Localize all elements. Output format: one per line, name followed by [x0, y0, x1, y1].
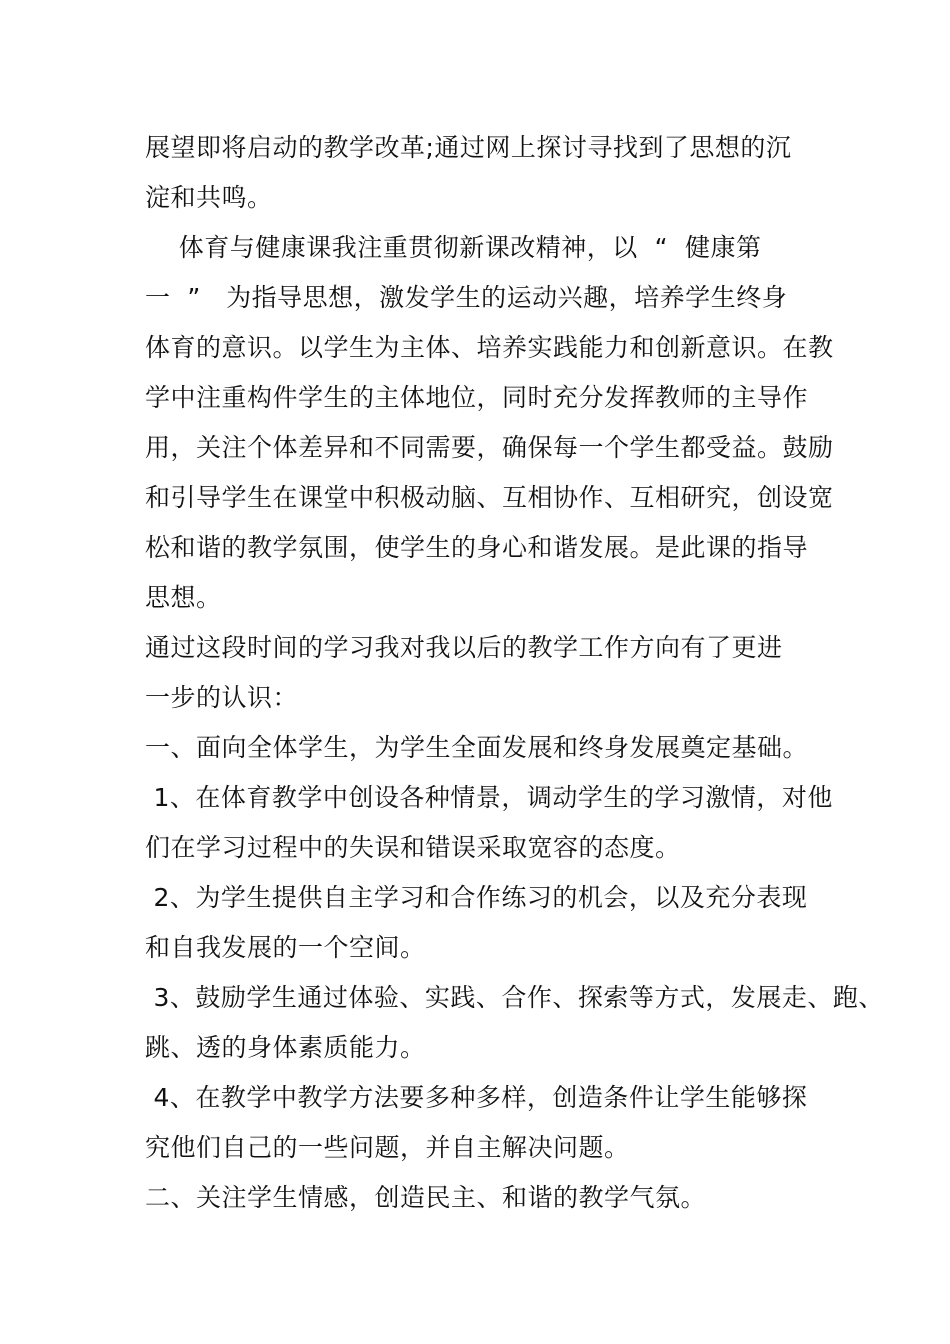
- text-line: 淀和共鸣。: [145, 183, 273, 212]
- text-line: 思想。: [145, 583, 222, 612]
- text-line: 1、在体育教学中创设各种情景，调动学生的学习激情，对他: [145, 783, 833, 812]
- text-line: 跳、透的身体素质能力。: [145, 1033, 426, 1062]
- text-line: 和自我发展的一个空间。: [145, 933, 426, 962]
- text-line: 一步的认识：: [145, 683, 299, 712]
- text-line: 3、鼓励学生通过体验、实践、合作、探索等方式，发展走、跑、: [145, 983, 884, 1012]
- text-line: 体育与健康课我注重贯彻新课改精神，以 “ 健康第: [145, 233, 762, 262]
- text-line: 松和谐的教学氛围，使学生的身心和谐发展。是此课的指导: [145, 533, 809, 562]
- text-line: 4、在教学中教学方法要多种多样，创造条件让学生能够探: [145, 1083, 808, 1112]
- text-line: 二、关注学生情感，创造民主、和谐的教学气氛。: [145, 1183, 707, 1212]
- text-line: 们在学习过程中的失误和错误采取宽容的态度。: [145, 833, 681, 862]
- text-line: 体育的意识。以学生为主体、培养实践能力和创新意识。在教: [145, 333, 834, 362]
- text-line: 究他们自己的一些问题，并自主解决问题。: [145, 1133, 630, 1162]
- text-line: 2、为学生提供自主学习和合作练习的机会，以及充分表现: [145, 883, 808, 912]
- text-line: 通过这段时间的学习我对我以后的教学工作方向有了更进: [145, 633, 783, 662]
- text-line: 一、面向全体学生，为学生全面发展和终身发展奠定基础。: [145, 733, 809, 762]
- text-line: 用，关注个体差异和不同需要，确保每一个学生都受益。鼓励: [145, 433, 834, 462]
- text-line: 展望即将启动的教学改革;通过网上探讨寻找到了思想的沉: [145, 133, 792, 162]
- text-line: 和引导学生在课堂中积极动脑、互相协作、互相研究，创设宽: [145, 483, 834, 512]
- text-line: 一 ” 为指导思想，激发学生的运动兴趣，培养学生终身: [145, 283, 788, 312]
- text-line: 学中注重构件学生的主体地位，同时充分发挥教师的主导作: [145, 383, 809, 412]
